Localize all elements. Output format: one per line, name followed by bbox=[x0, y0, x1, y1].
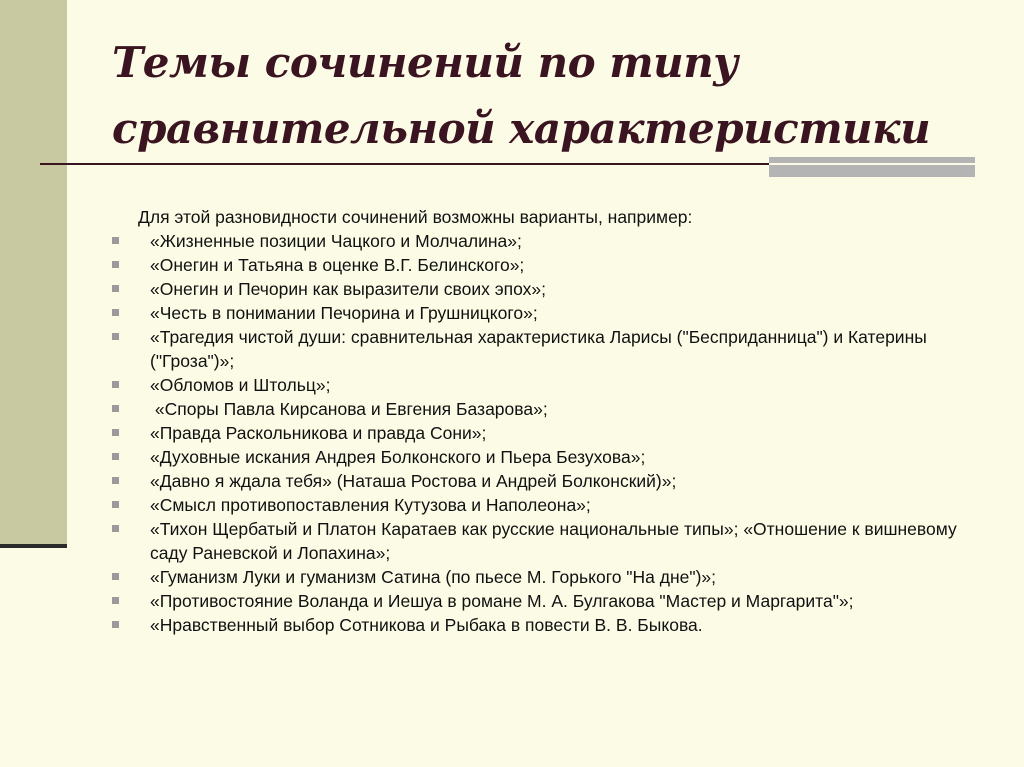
square-bullet-icon bbox=[112, 405, 119, 412]
topics-list bbox=[112, 229, 992, 637]
slide-content bbox=[112, 205, 992, 637]
list-item bbox=[112, 613, 992, 637]
square-bullet-icon bbox=[112, 261, 119, 268]
list-item-text: «Тихон Щербатый и Платон Каратаев как русские национальные типы»; «Отношение к вишневому саду Раневской и Лопахина»; bbox=[150, 519, 957, 563]
square-bullet-icon bbox=[112, 477, 119, 484]
left-decorative-band bbox=[0, 0, 67, 548]
list-item-text: «Жизненные позиции Чацкого и Молчалина»; bbox=[150, 231, 522, 251]
title-divider bbox=[40, 163, 825, 165]
list-item bbox=[112, 373, 992, 397]
list-item bbox=[112, 469, 992, 493]
list-item-text: «Онегин и Печорин как выразители своих эпох»; bbox=[150, 279, 546, 299]
list-item bbox=[112, 301, 992, 325]
square-bullet-icon bbox=[112, 621, 119, 628]
list-item bbox=[112, 565, 992, 589]
slide-title: Темы сочинений по типу сравнительной характеристики bbox=[112, 38, 931, 153]
list-item bbox=[112, 445, 992, 469]
list-item-text: «Духовные искания Андрея Болконского и Пьера Безухова»; bbox=[150, 447, 646, 467]
list-item bbox=[112, 253, 992, 277]
list-item-text: «Нравственный выбор Сотникова и Рыбака в повести В. В. Быкова. bbox=[150, 615, 703, 635]
list-item bbox=[112, 229, 992, 253]
left-band-edge bbox=[0, 544, 67, 548]
square-bullet-icon bbox=[112, 381, 119, 388]
list-item-text: «Онегин и Татьяна в оценке В.Г. Белинского»; bbox=[150, 255, 525, 275]
list-item-text: «Давно я ждала тебя» (Наташа Ростова и Андрей Болконский)»; bbox=[150, 471, 677, 491]
list-item-text: «Смысл противопоставления Кутузова и Наполеона»; bbox=[150, 495, 591, 515]
square-bullet-icon bbox=[112, 429, 119, 436]
title-divider-accent-stripe bbox=[769, 163, 975, 165]
list-item-text: «Гуманизм Луки и гуманизм Сатина (по пьесе М. Горького "На дне")»; bbox=[150, 567, 716, 587]
list-item bbox=[112, 589, 992, 613]
list-item-text: «Честь в понимании Печорина и Грушницкого»; bbox=[150, 303, 538, 323]
list-item bbox=[112, 397, 992, 421]
list-item bbox=[112, 277, 992, 301]
intro-text: Для этой разновидности сочинений возможны варианты, например: bbox=[138, 207, 693, 227]
square-bullet-icon bbox=[112, 501, 119, 508]
square-bullet-icon bbox=[112, 309, 119, 316]
square-bullet-icon bbox=[112, 573, 119, 580]
list-item-text: «Противостояние Воланда и Иешуа в романе М. А. Булгакова "Мастер и Маргарита"»; bbox=[150, 591, 854, 611]
list-item bbox=[112, 325, 992, 373]
square-bullet-icon bbox=[112, 525, 119, 532]
list-item bbox=[112, 517, 992, 565]
list-item-text: «Обломов и Штольц»; bbox=[150, 375, 331, 395]
square-bullet-icon bbox=[112, 285, 119, 292]
list-item bbox=[112, 421, 992, 445]
title-divider-accent bbox=[769, 157, 975, 177]
square-bullet-icon bbox=[112, 237, 119, 244]
list-item bbox=[112, 493, 992, 517]
list-item-text: «Правда Раскольникова и правда Сони»; bbox=[150, 423, 487, 443]
square-bullet-icon bbox=[112, 333, 119, 340]
list-item-text: «Трагедия чистой души: сравнительная характеристика Ларисы ("Бесприданница") и Катерины ("Гроза")»; bbox=[150, 327, 927, 371]
square-bullet-icon bbox=[112, 453, 119, 460]
square-bullet-icon bbox=[112, 597, 119, 604]
list-item-text: «Споры Павла Кирсанова и Евгения Базарова»; bbox=[150, 399, 548, 419]
